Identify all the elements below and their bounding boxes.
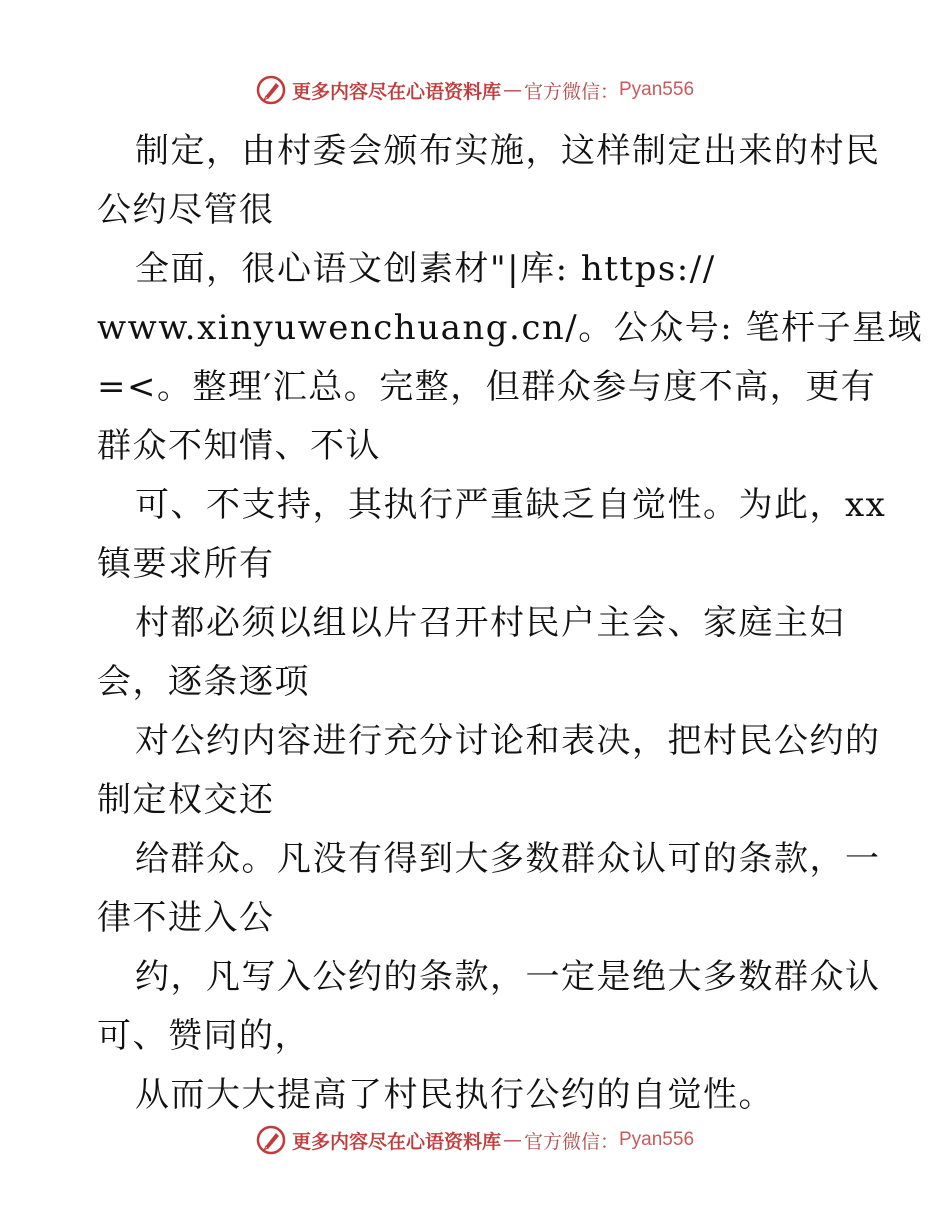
body-line: 律不进入公: [97, 898, 275, 938]
body-line: 可、赞同的，: [97, 1016, 310, 1056]
body-line: =<。整理′汇总。完整，但群众参与度不高，更有: [97, 367, 877, 407]
banner-wechat-label: 官方微信：: [523, 80, 619, 103]
body-line: 从而大大提高了村民执行公约的自觉性。: [135, 1075, 774, 1115]
footer-banner: [0, 1120, 950, 1160]
body-line: 制定，由村委会颁布实施，这样制定出来的村民: [135, 131, 881, 171]
body-line: 群众不知情、不认: [97, 426, 381, 466]
header-banner: [0, 70, 950, 110]
body-line: 会，逐条逐项: [97, 662, 310, 702]
body-line: 对公约内容进行充分讨论和表决，把村民公约的: [135, 721, 881, 761]
pen-logo-icon: [256, 1125, 286, 1155]
body-line: 可、不支持，其执行严重缺乏自觉性。为此，xx: [135, 485, 887, 525]
body-line: www.xinyuwenchuang.cn/。公众号: 笔杆子星域: [97, 308, 923, 348]
banner-main-text: 更多内容尽在心语资料库: [291, 1130, 501, 1153]
body-line: 镇要求所有: [97, 544, 275, 584]
body-line: 全面，很心语文创素材"|库: https://: [135, 249, 716, 289]
document-body: [97, 122, 923, 1125]
body-line: 给群众。凡没有得到大多数群众认可的条款，一: [135, 839, 881, 879]
pen-logo-icon: [256, 75, 286, 105]
banner-wechat-id: Pyan556: [619, 79, 695, 100]
body-line: 制定权交还: [97, 780, 275, 820]
banner-separator: —: [502, 79, 522, 101]
body-line: 约，凡写入公约的条款，一定是绝大多数群众认: [135, 957, 881, 997]
body-line: 公约尽管很: [97, 190, 275, 230]
banner-separator: —: [502, 1129, 522, 1151]
banner-main-text: 更多内容尽在心语资料库: [291, 80, 501, 103]
banner-wechat-label: 官方微信：: [523, 1130, 619, 1153]
body-line: 村都必须以组以片召开村民户主会、家庭主妇: [135, 603, 845, 643]
banner-wechat-id: Pyan556: [619, 1129, 695, 1150]
